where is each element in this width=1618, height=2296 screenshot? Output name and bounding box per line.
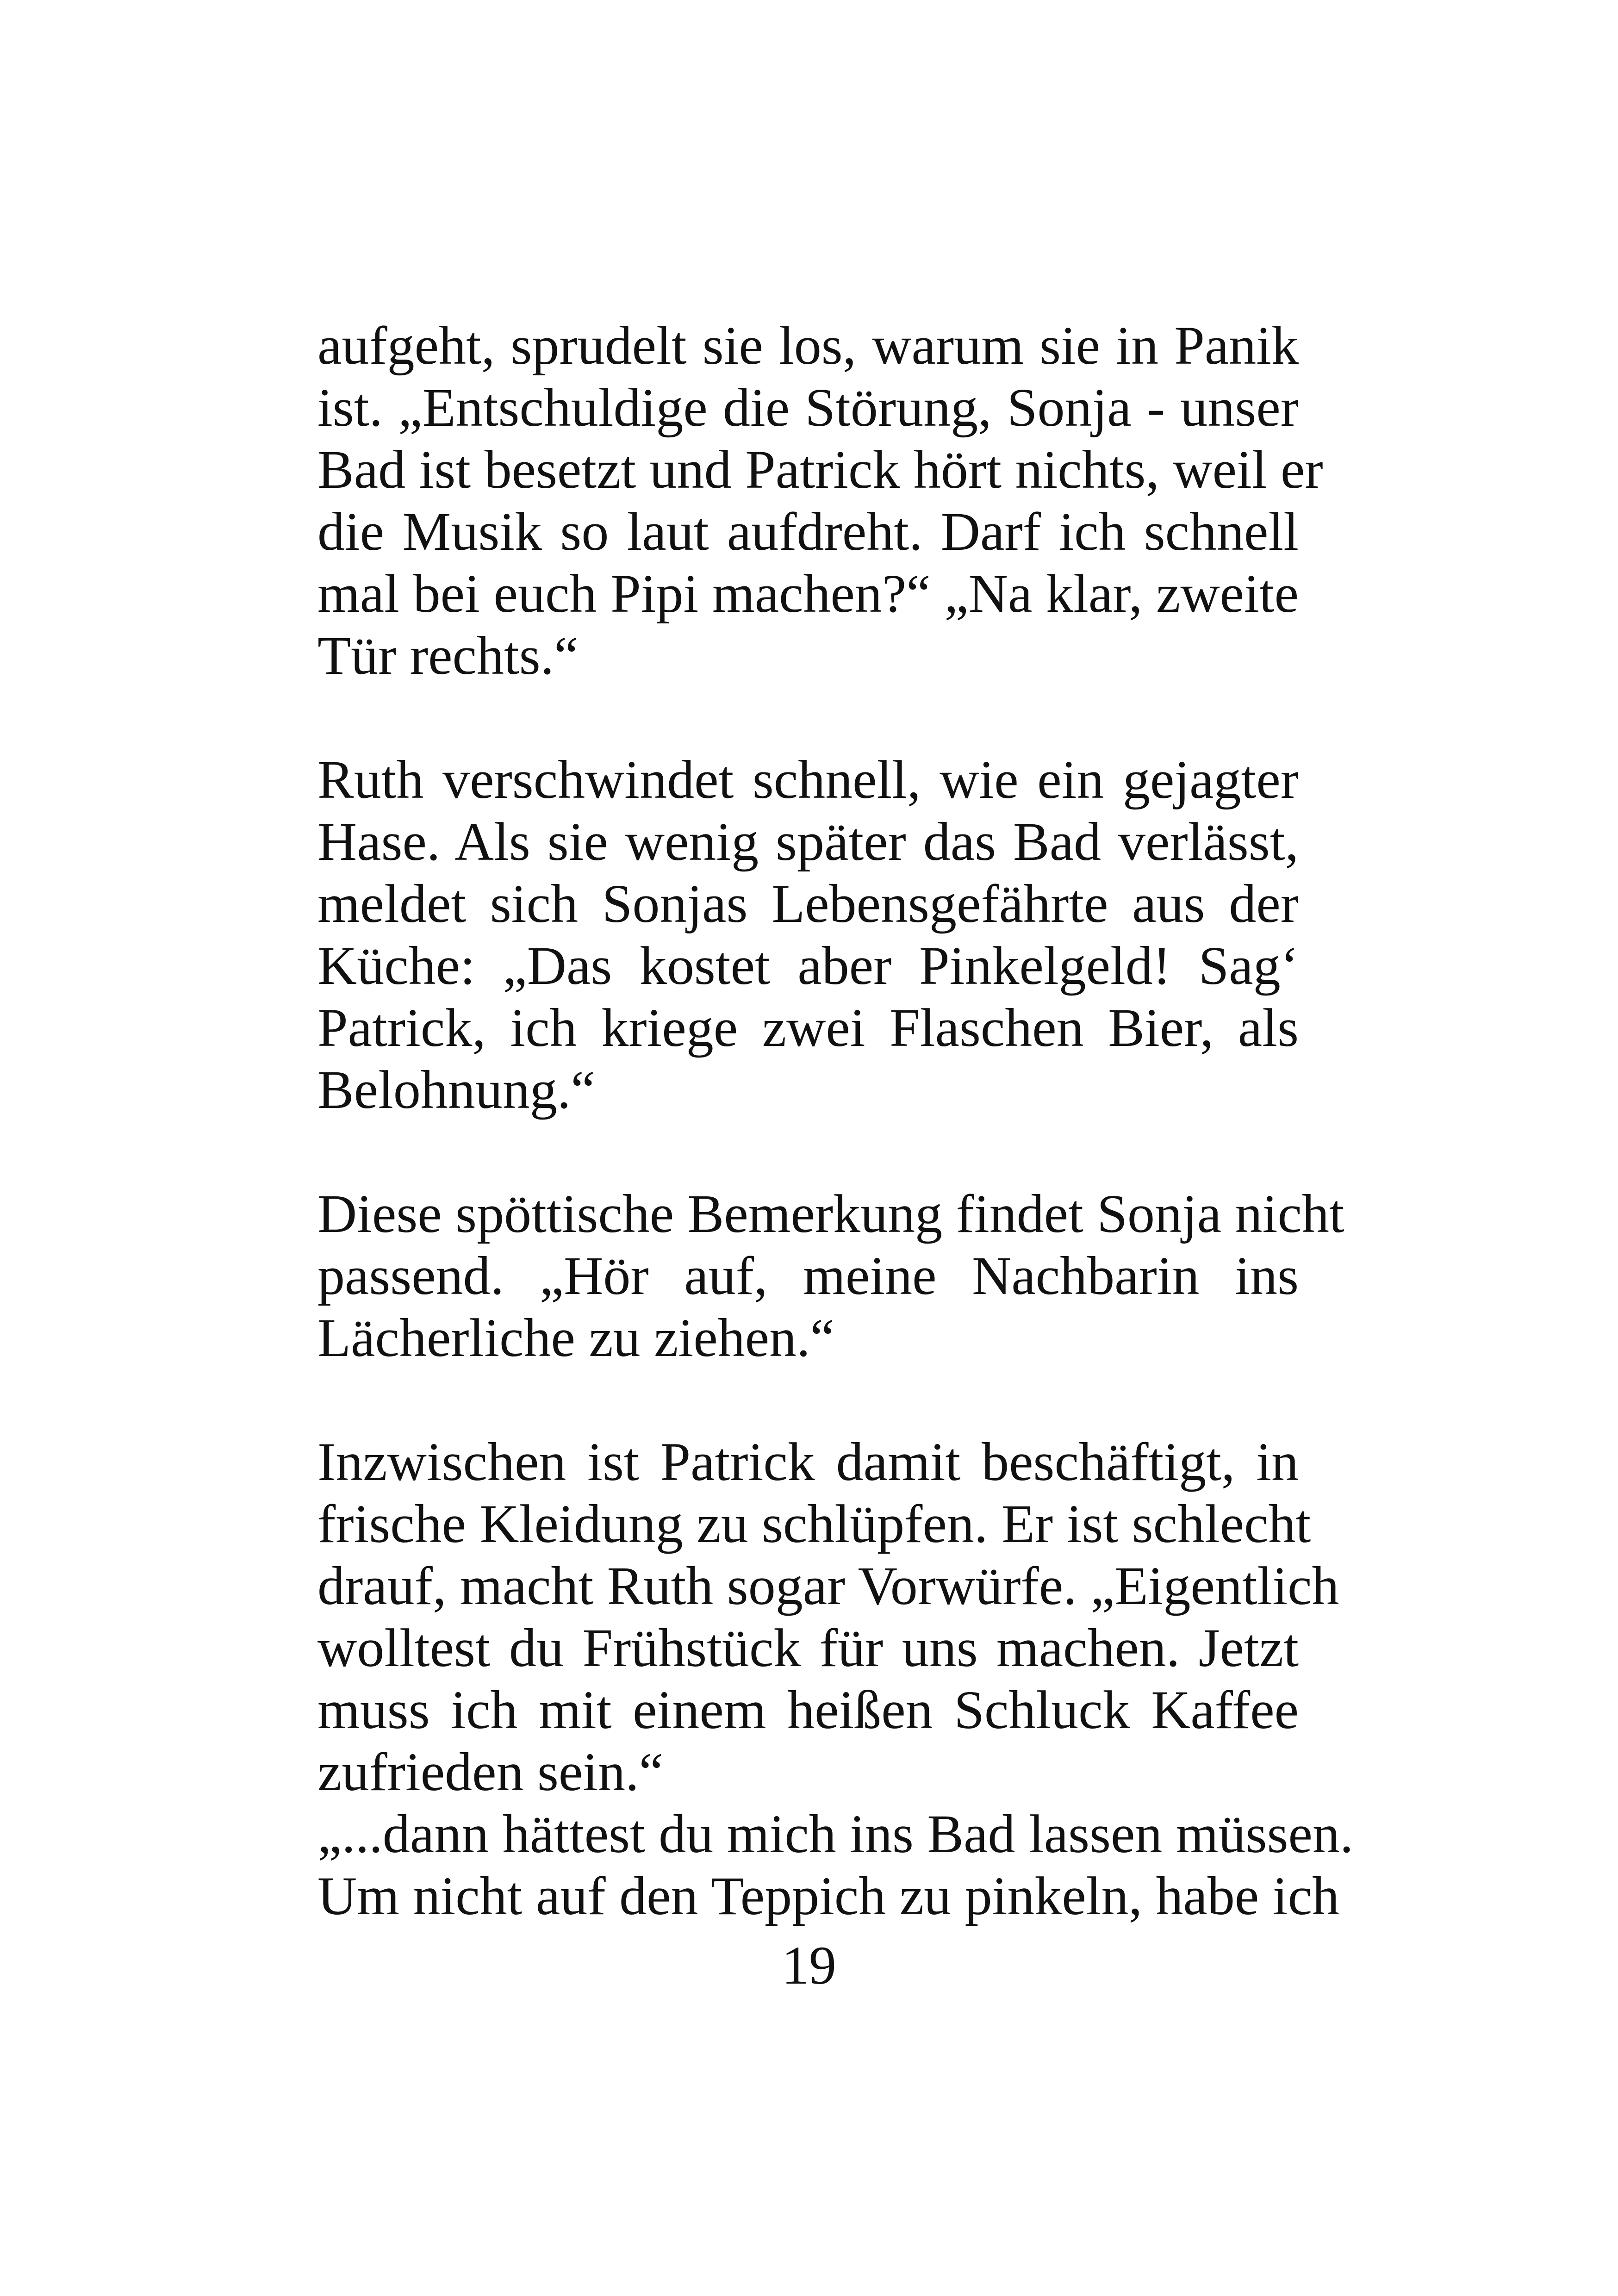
paragraph (317, 1431, 1354, 1927)
text-line: muss ich mit einem heißen Schluck Kaffee (317, 1680, 1299, 1740)
text-line: „...dann hättest du mich ins Bad lassen müssen. (317, 1804, 1354, 1864)
paragraph-gap (317, 1121, 1299, 1183)
text-line: Patrick, ich kriege zwei Flaschen Bier, als (317, 997, 1299, 1058)
text-line: Lächerliche zu ziehen.“ (317, 1307, 834, 1368)
paragraph (317, 749, 1299, 1121)
text-line: Um nicht auf den Teppich zu pinkeln, habe ich (317, 1866, 1339, 1926)
text-line: Tür rechts.“ (317, 625, 579, 686)
text-line: Hase. Als sie wenig später das Bad verlässt, (317, 811, 1299, 872)
text-line: passend. „Hör auf, meine Nachbarin ins (317, 1245, 1299, 1306)
text-line: wolltest du Frühstück für uns machen. Jetzt (317, 1618, 1299, 1678)
text-line: mal bei euch Pipi machen?“ „Na klar, zweite (317, 563, 1299, 624)
paragraph (317, 315, 1323, 687)
paragraph-gap (317, 687, 1299, 749)
text-line: Bad ist besetzt und Patrick hört nichts, weil er (317, 439, 1323, 500)
paragraph-gap (317, 1369, 1299, 1431)
text-line: Belohnung.“ (317, 1059, 595, 1120)
text-line: Küche: „Das kostet aber Pinkelgeld! Sag‘ (317, 935, 1299, 996)
text-line: Inzwischen ist Patrick damit beschäftigt, in (317, 1431, 1299, 1492)
text-line: die Musik so laut aufdreht. Darf ich schnell (317, 501, 1299, 562)
paragraph (317, 1183, 1344, 1369)
text-line: meldet sich Sonjas Lebensgefährte aus der (317, 873, 1299, 934)
text-line: aufgeht, sprudelt sie los, warum sie in Panik (317, 315, 1299, 376)
text-line: Diese spöttische Bemerkung findet Sonja nicht (317, 1183, 1344, 1244)
text-line: Ruth verschwindet schnell, wie ein gejagter (317, 749, 1299, 810)
text-line: drauf, macht Ruth sogar Vorwürfe. „Eigentlich (317, 1556, 1339, 1616)
text-line: ist. „Entschuldige die Störung, Sonja - unser (317, 377, 1299, 438)
body-text (317, 315, 1354, 1927)
text-line: frische Kleidung zu schlüpfen. Er ist schlecht (317, 1493, 1311, 1554)
text-line: zufrieden sein.“ (317, 1742, 663, 1802)
page-number: 19 (782, 1935, 836, 1996)
